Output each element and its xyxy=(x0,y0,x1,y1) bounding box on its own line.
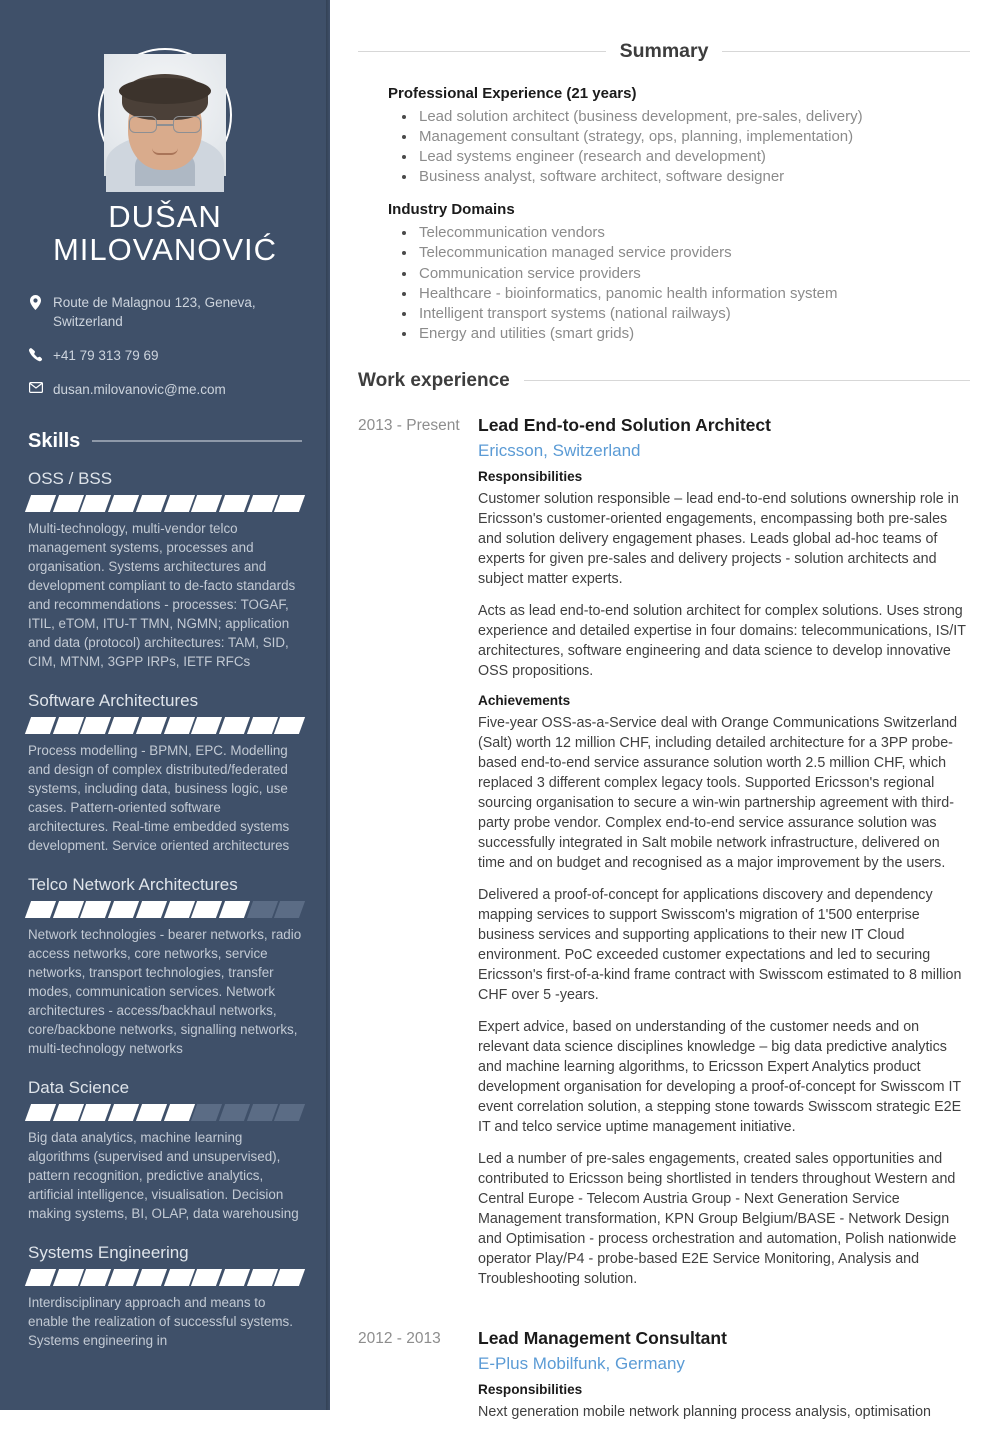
skill-level-bar xyxy=(28,717,302,734)
skill-level-segment xyxy=(80,1269,111,1286)
job-company-link[interactable]: Ericsson, Switzerland xyxy=(478,440,641,460)
work-heading xyxy=(358,370,970,392)
skill-level-segment xyxy=(136,495,167,512)
skill-level-segment xyxy=(274,901,305,918)
first-name: DUŠAN xyxy=(108,199,222,234)
skill-name: Software Architectures xyxy=(28,690,199,710)
skill-level-segment xyxy=(53,717,84,734)
skill-level-segment xyxy=(53,901,84,918)
skill-level-segment xyxy=(163,1104,194,1121)
skill-level-segment xyxy=(80,495,111,512)
skill-level-segment xyxy=(274,495,305,512)
skill-level-segment xyxy=(136,1269,167,1286)
list-item: Intelligent transport systems (national railways) xyxy=(388,304,970,324)
divider xyxy=(722,51,970,52)
skill-level-segment xyxy=(25,901,56,918)
skill-level-segment xyxy=(163,1269,194,1286)
skill-level-segment xyxy=(219,1104,250,1121)
job-dates: 2013 - Present xyxy=(358,416,460,434)
skill-level-segment xyxy=(163,717,194,734)
summary-groups xyxy=(358,85,970,344)
skill-level-segment xyxy=(25,495,56,512)
skill-level-bar xyxy=(28,901,302,918)
skill-level-segment xyxy=(219,901,250,918)
skill-level-segment xyxy=(80,717,111,734)
responsibility-paragraph: Customer solution responsible – lead end-to-end solutions ownership role in Ericsson's customer-oriented engagements, encompassing both pre-sales and solution delivery engagement phases. Leads global ad-hoc teams of experts for given pre-sales and delivery projects - solution architects and subject matter experts. xyxy=(478,490,959,587)
avatar xyxy=(28,0,302,182)
summary-group-items xyxy=(388,107,970,187)
skill-item xyxy=(28,469,302,671)
skill-level-bar xyxy=(28,1104,302,1121)
summary-group-title: Industry Domains xyxy=(388,201,515,219)
skill-level-segment xyxy=(247,1269,278,1286)
skills-list xyxy=(28,469,302,1351)
envelope-icon xyxy=(28,380,43,393)
summary-heading xyxy=(358,40,970,63)
skills-heading-label: Skills xyxy=(28,429,81,452)
list-item: Business analyst, software architect, software designer xyxy=(388,167,970,187)
list-item: Energy and utilities (smart grids) xyxy=(388,324,970,344)
skill-level-segment xyxy=(247,717,278,734)
achievement-paragraph: Delivered a proof-of-concept for applications discovery and dependency mapping services to support Swisscom's migration of 1'500 enterprise business services and supporting applications to their new IT Cloud environment. PoC exceeded customer expectations and led to securing Ericsson's first-of-a-kind frame contract with Swisscom estimated to 8 million CHF over 5 -years. xyxy=(478,887,962,1004)
skill-item xyxy=(28,1243,302,1350)
work-experience-list xyxy=(358,414,970,1434)
skill-level-segment xyxy=(136,717,167,734)
responsibilities-label: Responsibilities xyxy=(478,468,583,484)
divider xyxy=(524,380,970,381)
skill-level-segment xyxy=(53,495,84,512)
skill-level-segment xyxy=(108,495,139,512)
skill-description: Process modelling - BPMN, EPC. Modelling and design of complex distributed/federated systems, including data, business logic, use cases. Pattern-oriented software architectures. Real-time embedded systems development. Service oriented architectures xyxy=(28,742,290,853)
page-title xyxy=(28,200,302,267)
skill-level-segment xyxy=(25,1104,56,1121)
skill-item xyxy=(28,691,302,855)
skill-level-segment xyxy=(274,1104,305,1121)
list-item: Communication service providers xyxy=(388,264,970,284)
responsibility-paragraph: Acts as lead end-to-end solution architect for complex solutions. Uses strong experience and detailed expertise in four domains: telecommunications, IS/IT architectures, software engineering and data science to develop innovative OSS propositions. xyxy=(478,602,966,679)
skill-level-segment xyxy=(191,1104,222,1121)
skill-description: Interdisciplinary approach and means to enable the realization of successful systems. Systems engineering in xyxy=(28,1295,293,1349)
skill-description: Big data analytics, machine learning algorithms (supervised and unsupervised), pattern recognition, predictive analytics, artificial intelligence, visualisation. Decision making systems, BI, OLAP, data warehousing xyxy=(28,1130,299,1222)
skill-level-segment xyxy=(191,1269,222,1286)
work-heading-label: Work experience xyxy=(358,369,510,391)
skill-level-segment xyxy=(108,717,139,734)
divider xyxy=(92,440,302,442)
skill-level-segment xyxy=(108,1104,139,1121)
skill-description: Network technologies - bearer networks, radio access networks, core networks, service networks, transport technologies, transfer modes, communication services. Network architectures - access/backhaul networks, core/backbone networks, signalling networks, multi-technology networks xyxy=(28,927,302,1057)
contact-address xyxy=(28,293,302,331)
achievement-paragraph: Expert advice, based on understanding of the customer needs and on relevant data science disciplines knowledge – big data predictive analytics and machine learning algorithms, to Ericsson Expert Analytics product development organisation for developing a proof-of-concept for Swisscom IT event correlation solution, a stepping stone towards Swisscom strategic E2E IT and telco service uptime management initiative. xyxy=(478,1019,962,1136)
skill-level-segment xyxy=(108,1269,139,1286)
skills-heading xyxy=(28,430,302,453)
skill-level-segment xyxy=(80,901,111,918)
main-content xyxy=(330,0,1000,1421)
summary-heading-label: Summary xyxy=(619,40,709,62)
skill-level-segment xyxy=(219,495,250,512)
skill-level-segment xyxy=(80,1104,111,1121)
job-body xyxy=(478,414,970,1301)
responsibility-paragraph: Next generation mobile network planning process analysis, optimisation xyxy=(478,1404,931,1421)
sidebar xyxy=(0,0,330,1410)
contact-list xyxy=(28,293,302,400)
summary-group-title: Professional Experience (21 years) xyxy=(388,85,637,102)
skill-level-segment xyxy=(136,1104,167,1121)
skill-level-segment xyxy=(247,901,278,918)
skill-level-segment xyxy=(163,901,194,918)
skill-level-segment xyxy=(25,717,56,734)
job-dates: 2012 - 2013 xyxy=(358,1330,441,1348)
skill-level-segment xyxy=(191,717,222,734)
skill-level-segment xyxy=(274,1269,305,1286)
location-pin-icon xyxy=(28,293,43,310)
work-experience-item xyxy=(358,1327,970,1434)
list-item: Lead solution architect (business development, pre-sales, delivery) xyxy=(388,107,970,127)
contact-phone xyxy=(28,346,302,365)
work-experience-item xyxy=(358,414,970,1301)
skill-level-segment xyxy=(191,901,222,918)
job-title: Lead End-to-end Solution Architect xyxy=(478,414,771,435)
skill-item xyxy=(28,1078,302,1223)
skill-name: Systems Engineering xyxy=(28,1243,189,1263)
responsibilities-label: Responsibilities xyxy=(478,1382,583,1398)
list-item: Telecommunication managed service providers xyxy=(388,243,970,263)
job-body xyxy=(478,1327,970,1434)
portrait-photo xyxy=(104,54,226,176)
list-item: Management consultant (strategy, ops, planning, implementation) xyxy=(388,127,970,147)
skill-level-segment xyxy=(163,495,194,512)
divider xyxy=(358,51,606,52)
job-title: Lead Management Consultant xyxy=(478,1328,727,1349)
list-item: Telecommunication vendors xyxy=(388,223,970,243)
skill-level-segment xyxy=(53,1104,84,1121)
phone-icon xyxy=(28,346,43,361)
contact-address-value: Route de Malagnou 123, Geneva, Switzerland xyxy=(53,294,256,330)
achievement-paragraph: Five-year OSS-as-a-Service deal with Orange Communications Switzerland (Salt) worth 12 million CHF, including detailed architecture for a 3PP probe-based end-to-end service assurance solution worth 2.5 million CHF, which replaced 3 different complex legacy tools. Supported Ericsson's regional sourcing organisation to secure a win-win partnership agreement with third-party probe vendor. Complex end-to-end service assurance solution was successfully integrated in Salt mobile network infrastructure, delivered on time and on budget and recognised as a major improvement by the users. xyxy=(478,714,958,872)
skill-level-bar xyxy=(28,1269,302,1286)
last-name: MILOVANOVIĆ xyxy=(52,232,278,268)
list-item: Healthcare - bioinformatics, panomic health information system xyxy=(388,284,970,304)
skill-level-segment xyxy=(108,901,139,918)
skill-item xyxy=(28,875,302,1058)
skill-level-segment xyxy=(219,1269,250,1286)
skill-level-segment xyxy=(219,717,250,734)
summary-group-items xyxy=(388,223,970,344)
skill-name: Telco Network Architectures xyxy=(28,875,238,894)
avatar-ring xyxy=(98,48,232,182)
achievements-label: Achievements xyxy=(478,692,571,708)
skill-level-segment xyxy=(247,1104,278,1121)
skill-level-segment xyxy=(247,495,278,512)
skill-level-segment xyxy=(53,1269,84,1286)
achievement-paragraph: Led a number of pre-sales engagements, created sales opportunities and contributed to Ericsson being shortlisted in tenders throughout Western and Central Europe - Telecom Austria Group - Next Generation Service Management transformation, KPN Group Belgium/BASE - Network Design and Optimisation - process orchestration and automation, Polish nationwide operator Play/P4 - probe-based E2E Service Monitoring, Analysis and Troubleshooting solution. xyxy=(478,1151,957,1288)
skill-name: OSS / BSS xyxy=(28,468,113,488)
skill-level-segment xyxy=(191,495,222,512)
skill-level-bar xyxy=(28,495,302,512)
skill-level-segment xyxy=(274,717,305,734)
contact-phone-value: +41 79 313 79 69 xyxy=(53,348,159,364)
list-item: Lead systems engineer (research and development) xyxy=(388,147,970,167)
job-company-link[interactable]: E-Plus Mobilfunk, Germany xyxy=(478,1354,685,1374)
skill-name: Data Science xyxy=(28,1078,130,1098)
contact-email-value: dusan.milovanovic@me.com xyxy=(53,382,226,398)
skill-level-segment xyxy=(136,901,167,918)
skill-description: Multi-technology, multi-vendor telco management systems, processes and organisation. Systems architectures and development compliant to de-facto standards and recommendations - processes: TOGAF, ITIL, eTOM, ITU-T TMN, NGMN; application and data (protocol) architectures: TAM, SID, CIM, MTNM, 3GPP IRPs, IETF RFCs xyxy=(28,520,296,669)
contact-email[interactable] xyxy=(28,380,302,399)
skill-level-segment xyxy=(25,1269,56,1286)
